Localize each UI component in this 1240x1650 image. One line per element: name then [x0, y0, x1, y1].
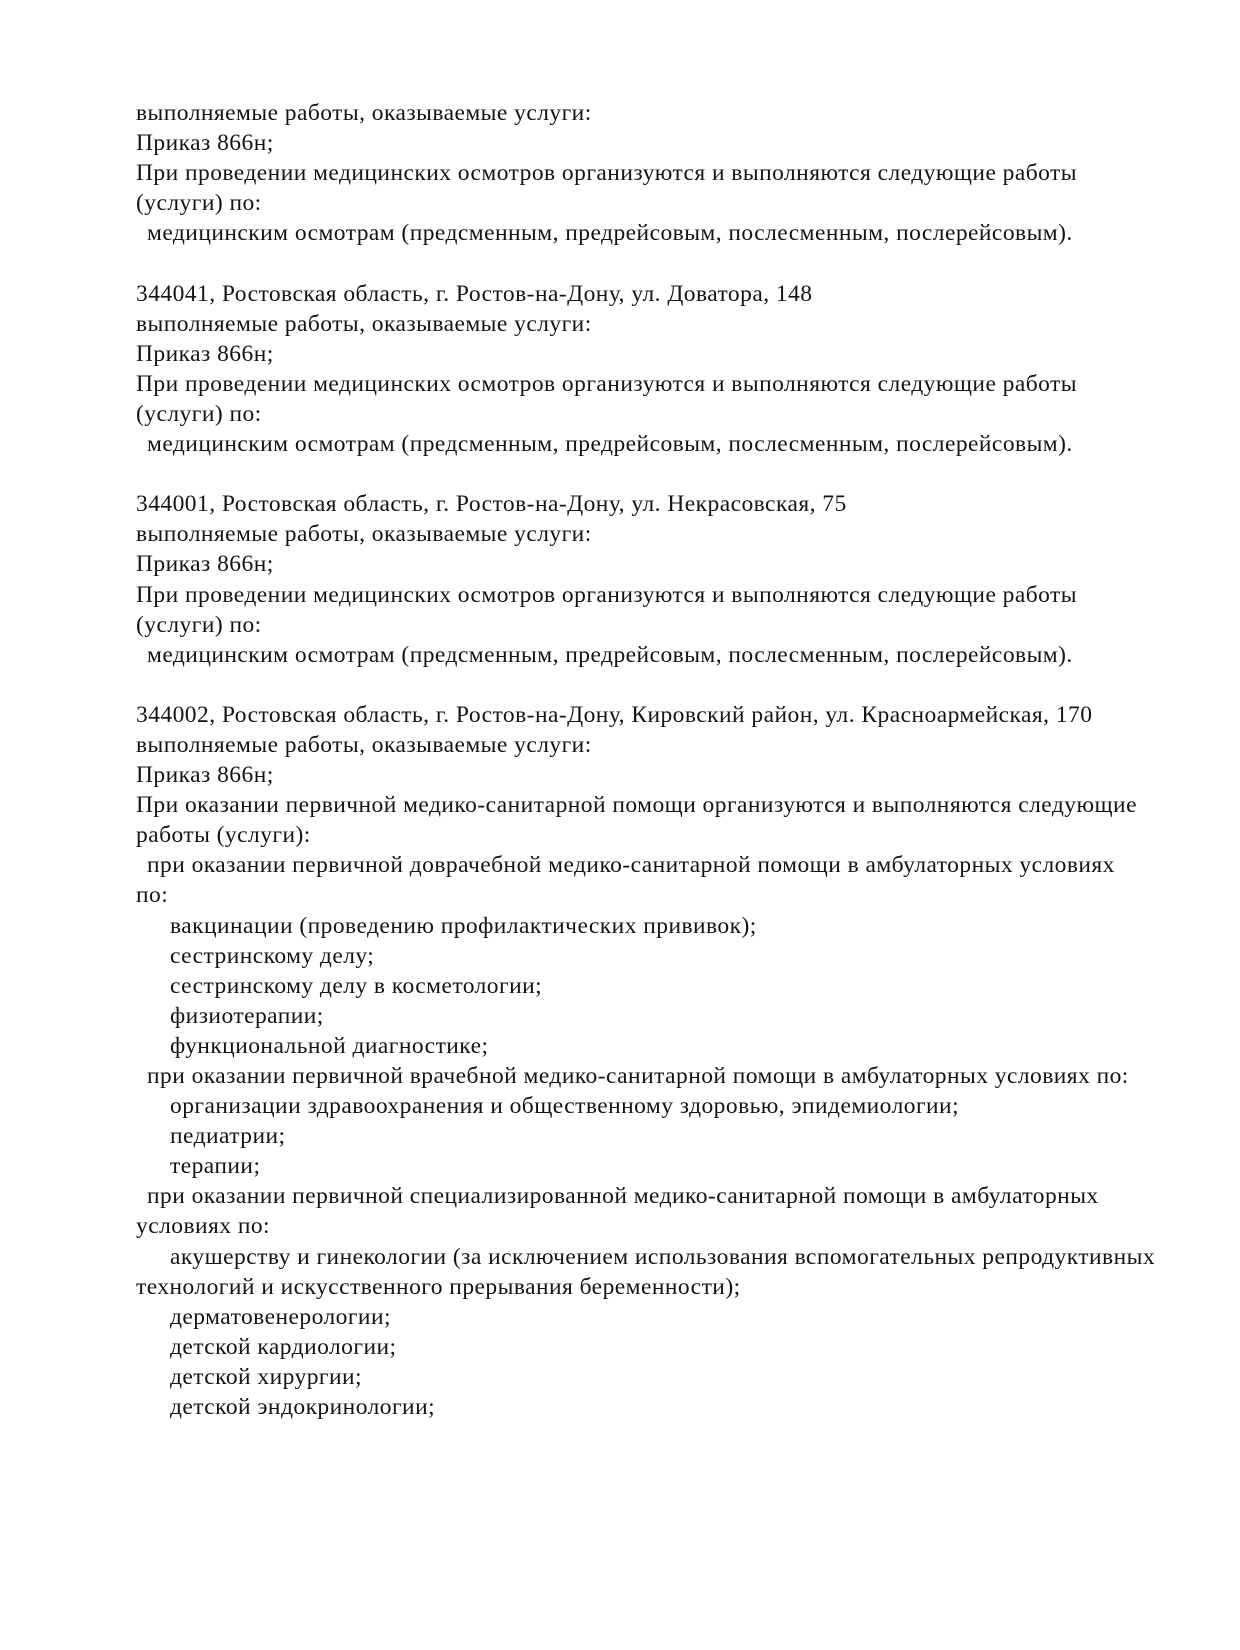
document-line: при оказании первичной специализированной медико-санитарной помощи в амбулаторных [147, 1183, 1099, 1210]
document-line: сестринскому делу; [170, 942, 375, 969]
document-line: выполняемые работы, оказываемые услуги: [136, 521, 592, 548]
document-line: детской хирургии; [170, 1363, 363, 1390]
document-line: При проведении медицинских осмотров организуются и выполняются следующие работы [136, 581, 1077, 608]
document-line: при оказании первичной доврачебной медико-санитарной помощи в амбулаторных условиях [147, 852, 1115, 879]
document-line: работы (услуги): [136, 822, 311, 849]
document-content [136, 98, 1196, 1422]
document-line: педиатрии; [170, 1123, 286, 1150]
document-line: вакцинации (проведению профилактических прививок); [170, 912, 757, 939]
license-location-block [136, 98, 1196, 248]
blank-line [136, 670, 1196, 700]
document-line: выполняемые работы, оказываемые услуги: [136, 100, 592, 126]
document-line: терапии; [170, 1153, 261, 1180]
document-line: 344001, Ростовская область, г. Ростов-на-Дону, ул. Некрасовская, 75 [136, 491, 847, 518]
document-line: сестринскому делу в косметологии; [170, 972, 543, 999]
license-location-block [136, 279, 1196, 460]
document-line: технологий и искусственного прерывания беременности); [136, 1273, 741, 1300]
document-line: акушерству и гинекологии (за исключением использования вспомогательных репродуктивных [170, 1243, 1156, 1270]
document-line: При проведении медицинских осмотров организуются и выполняются следующие работы [136, 160, 1077, 187]
license-location-block [136, 489, 1196, 670]
document-line: При оказании первичной медико-санитарной помощи организуются и выполняются следующие [136, 792, 1137, 819]
document-line: функциональной диагностике; [170, 1032, 489, 1059]
document-line: медицинским осмотрам (предсменным, предрейсовым, послесменным, послерейсовым). [147, 431, 1073, 458]
document-line: (услуги) по: [136, 611, 262, 638]
document-line: выполняемые работы, оказываемые услуги: [136, 310, 592, 337]
blank-line [136, 459, 1196, 489]
document-line: 344002, Ростовская область, г. Ростов-на-Дону, Кировский район, ул. Красноармейская, 170 [136, 701, 1093, 728]
document-line: 344041, Ростовская область, г. Ростов-на-Дону, ул. Доватора, 148 [136, 280, 813, 307]
document-line: медицинским осмотрам (предсменным, предрейсовым, послесменным, послерейсовым). [147, 220, 1073, 247]
document-line: При проведении медицинских осмотров организуются и выполняются следующие работы [136, 370, 1077, 397]
document-line: по: [136, 882, 169, 909]
document-line: дерматовенерологии; [170, 1303, 391, 1330]
document-line: Приказ 866н; [136, 340, 274, 367]
document-line: Приказ 866н; [136, 762, 274, 789]
document-line: (услуги) по: [136, 190, 262, 217]
document-line: детской кардиологии; [170, 1333, 397, 1360]
document-line: детской эндокринологии; [170, 1394, 436, 1421]
document-line: Приказ 866н; [136, 551, 274, 578]
document-line: при оказании первичной врачебной медико-санитарной помощи в амбулаторных условиях по: [147, 1063, 1129, 1089]
document-line: выполняемые работы, оказываемые услуги: [136, 731, 592, 758]
document-line: Приказ 866н; [136, 130, 274, 157]
document-line: организации здравоохранения и общественному здоровью, эпидемиологии; [170, 1093, 960, 1120]
document-line: медицинским осмотрам (предсменным, предрейсовым, послесменным, послерейсовым). [147, 641, 1073, 668]
document-line: физиотерапии; [170, 1002, 324, 1029]
license-location-block [136, 700, 1196, 1422]
document-line: условиях по: [136, 1213, 271, 1240]
document-line: (услуги) по: [136, 400, 262, 427]
blank-line [136, 248, 1196, 278]
